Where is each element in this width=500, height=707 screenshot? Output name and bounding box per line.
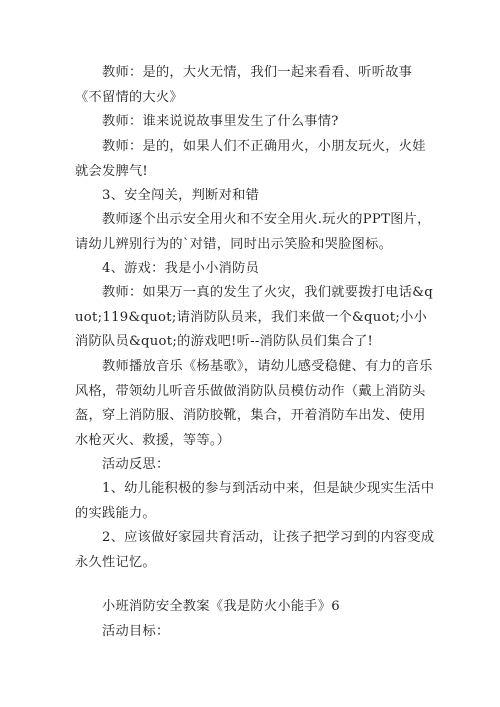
- paragraph-ppt-pictures: 教师逐个出示安全用火和不安全用火.玩火的PPT图片，请幼儿辨别行为的`对错，同时出示笑脸和哭脸图标。: [75, 212, 431, 252]
- paragraph-reflection-2: 2、应该做好家园共育活动，让孩子把学习到的内容变成永久性记忆。: [75, 530, 435, 570]
- paragraph-firefighter-game: 教师：如果万一真的发生了火灾，我们就要拨打电话&quot;119&quot;请消防队员来，我们来做一个&quot;小小消防队员&quot;的游戏吧!听--消防队员们集合了!: [75, 285, 433, 349]
- section-heading-objectives: 活动目标：: [102, 624, 170, 639]
- section-heading-reflection: 活动反思：: [102, 457, 170, 472]
- paragraph-music-activity: 教师播放音乐《杨基歌》，请幼儿感受稳健、有力的音乐风格，带领幼儿听音乐做做消防队员模仿动作（戴上消防头盔，穿上消防服、消防胶靴，集合，开着消防车出发、使用水枪灭火、救援，等等。）: [75, 359, 433, 448]
- paragraph-fire-warning: 教师：是的，如果人们不正确用火，小朋友玩火，火娃就会发脾气!: [75, 139, 426, 179]
- lesson-plan-title: 小班消防安全教案《我是防火小能手》6: [102, 599, 340, 614]
- section-heading-game: 4、游戏：我是小小消防员: [102, 261, 260, 276]
- section-heading-safety: 3、安全闯关，判断对和错: [102, 188, 260, 203]
- paragraph-story-intro: 教师：是的，大火无情，我们一起来看看、听听故事《不留情的大火》: [75, 65, 413, 105]
- paragraph-reflection-1: 1、幼儿能积极的参与到活动中来，但是缺少现实生活中的实践能力。: [75, 481, 435, 521]
- paragraph-question: 教师：谁来说说故事里发生了什么事情?: [102, 114, 339, 129]
